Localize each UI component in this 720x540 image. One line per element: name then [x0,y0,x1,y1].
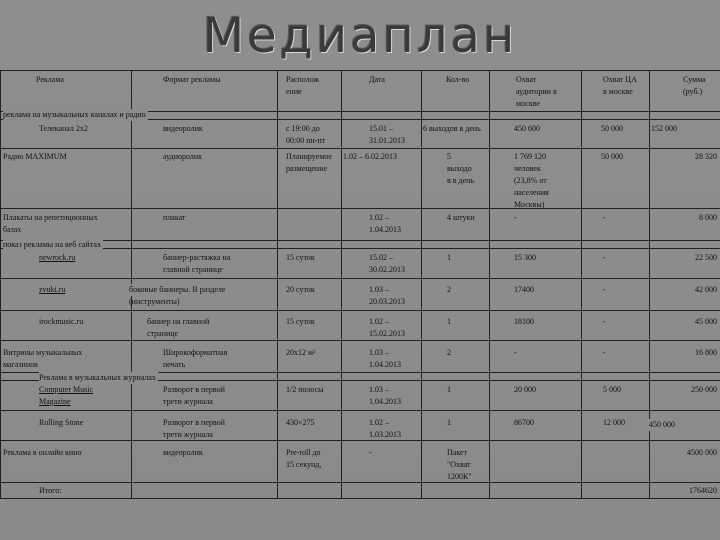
row-showcases-date: 1.04.2013 [369,360,401,369]
row-radio-reach: человек [514,164,541,173]
header-format: Формат рекламы [163,75,221,84]
row-computer-music-format: Разворот в первой [163,385,225,394]
row-divider [1,310,720,311]
row-newrock-qty: 1 [447,253,451,262]
media-plan-table [0,70,720,499]
row-posters-name: Плакаты на репетиционных [3,213,98,222]
row-tv-reach-ta: 50 000 [601,124,623,133]
row-divider [1,248,720,249]
row-rolling-stone-placement: 430×275 [286,418,315,427]
table-top-border [1,70,720,71]
row-computer-music-reach: 20 000 [514,385,536,394]
row-newrock-format: главной странице [163,265,223,274]
row-cinema-placement: 15 секунд, [286,460,322,469]
row-radio-qty: 5 [447,152,451,161]
row-rolling-stone-date: 1.03.2013 [369,430,401,439]
row-newrock-sum: 22 500 [695,253,717,262]
row-showcases-format: Широкоформатная [163,348,228,357]
row-tv-qty: 6 выходов в день [423,124,481,133]
row-zvuki-qty: 2 [447,285,451,294]
row-computer-music-link[interactable]: Magazine [39,397,71,406]
row-newrock-date: 15.02 – [369,253,393,262]
row-newrock-format: баннер-растяжка на [163,253,231,262]
row-radio-reach: 1 769 120 [514,152,546,161]
row-computer-music-date: 1.03 – [369,385,389,394]
row-irockmusic-format: странице [147,329,179,338]
row-posters-qty: 4 штуки [447,213,475,222]
header-qty: Кол-во [446,75,470,84]
row-cinema-name: Реклама в онлайн кино [3,448,82,457]
header-reach-line1: Охват [516,75,537,84]
row-tv-reach: 450 600 [514,124,540,133]
row-radio-name: Радио MAXIMUM [3,152,67,161]
row-radio-reach: населения [514,188,549,197]
section-music-tv-radio: реклама на музыкальных каналах и радио [3,110,146,119]
header-ad: Реклама [36,75,64,84]
row-rolling-stone-date: 1.02 – [369,418,389,427]
row-rolling-stone-reach-ta: 12 000 [603,418,625,427]
row-posters-reach-ta: - [603,213,606,222]
header-reach-ta-line2: в москве [603,87,633,96]
row-zvuki-reach-ta: - [603,285,606,294]
row-tv-date: 31.01.2013 [369,136,405,145]
row-computer-music-placement: 1/2 полосы [286,385,324,394]
row-cinema-sum: 4500 000 [687,448,717,457]
row-radio-reach-ta: 50 000 [601,152,623,161]
row-posters-date: 1.02 – [369,213,389,222]
row-radio-placement: Планируемое [286,152,332,161]
header-date: Дата [369,75,385,84]
row-showcases-date: 1.03 – [369,348,389,357]
row-tv-date: 15.01 – [369,124,393,133]
column-divider [341,70,342,498]
row-rolling-stone-name: Rolling Stone [39,418,84,427]
row-divider [1,410,720,411]
row-irockmusic-date: 1.02 – [369,317,389,326]
row-posters-name: базах [3,225,22,234]
row-rolling-stone-format: Разворот в первой [163,418,225,427]
row-radio-reach: (23,8% от [514,176,547,185]
row-divider [1,148,720,149]
row-newrock-date: 30.02.2013 [369,265,405,274]
row-posters-sum: 8 000 [699,213,717,222]
row-divider [1,208,720,209]
row-irockmusic-reach-ta: - [603,317,606,326]
row-showcases-sum: 16 800 [695,348,717,357]
header-sum-line1: Сумма [683,75,706,84]
row-posters-date: 1.04.2013 [369,225,401,234]
row-radio-placement: размещение [286,164,328,173]
column-divider [277,70,278,498]
row-cinema-qty: 1200К" [447,472,472,481]
row-posters-format: плакат [163,213,186,222]
row-tv-format: видеоролик [163,124,203,133]
column-divider [581,70,582,498]
row-tv-placement: 00:00 пн-пт [286,136,326,145]
page-title: Медиаплан [202,8,518,64]
section-web: показ рекламы на веб сайтах [3,240,101,249]
row-zvuki-link[interactable]: zvuki.ru [39,285,66,294]
row-showcases-name: Витрины музыкальных [3,348,83,357]
row-divider [1,340,720,341]
row-zvuki-reach: 17400 [514,285,534,294]
row-newrock-reach: 15 300 [514,253,536,262]
row-showcases-reach-ta: - [603,348,606,357]
row-radio-sum: 28 320 [695,152,717,161]
row-irockmusic-qty: 1 [447,317,451,326]
row-computer-music-qty: 1 [447,385,451,394]
row-zvuki-sum: 42 000 [695,285,717,294]
row-zvuki-placement: 20 суток [286,285,315,294]
row-divider [1,440,720,441]
row-irockmusic-name: irockmusic.ru [39,317,84,326]
header-reach-ta-line1: Охват ЦА [603,75,637,84]
row-radio-date: 1.02 – 6.02.2013 [343,152,397,161]
row-zvuki-format: боковые баннеры. В разделе [129,285,226,294]
row-divider [1,240,720,241]
row-newrock-link[interactable]: newrock.ru [39,253,76,262]
row-cinema-qty: Пакет [447,448,468,457]
row-zvuki-format: (инструменты) [129,297,180,306]
row-showcases-name: магазинов [3,360,38,369]
row-rolling-stone-qty: 1 [447,418,451,427]
row-newrock-placement: 15 суток [286,253,315,262]
header-reach-line3: москве [516,99,540,108]
row-newrock-reach-ta: - [603,253,606,262]
row-radio-qty: выходо [447,164,472,173]
section-magazines: Реклама в музыкальных журналах [39,373,156,382]
row-cinema-format: видеоролик [163,448,203,457]
row-showcases-format: печать [163,360,186,369]
header-reach-line2: аудитории в [516,87,557,96]
row-rolling-stone-format: трети журнала [163,430,213,439]
row-computer-music-reach-ta: 5 000 [603,385,621,394]
row-irockmusic-sum: 45 000 [695,317,717,326]
total-value: 1764620 [689,486,717,495]
row-radio-format: аудиоролик [163,152,203,161]
row-zvuki-date: 20.03.2013 [369,297,405,306]
row-showcases-qty: 2 [447,348,451,357]
header-placement-line1: Располож [286,75,320,84]
row-tv-name: Телеканал 2х2 [39,124,88,133]
row-posters-reach: - [514,213,517,222]
row-irockmusic-format: баннер на главной [147,317,210,326]
row-divider [1,278,720,279]
column-divider [649,70,650,498]
row-cinema-placement: Pre-roll до [286,448,321,457]
row-computer-music-format: трети журнала [163,397,213,406]
row-rolling-stone-sum: 450 000 [649,420,675,429]
row-computer-music-link[interactable]: Computer Music [39,385,93,394]
header-sum-line2: (руб.) [683,87,703,96]
row-radio-qty: в в день [447,176,475,185]
row-divider [1,482,720,483]
header-placement-line2: ение [286,87,302,96]
row-irockmusic-reach: 18100 [514,317,534,326]
row-tv-placement: с 19:00 до [286,124,320,133]
total-label: Итого: [39,486,62,495]
row-irockmusic-date: 15.02.2013 [369,329,405,338]
row-showcases-reach: - [514,348,517,357]
row-zvuki-date: 1.03 – [369,285,389,294]
row-computer-music-date: 1.04.2013 [369,397,401,406]
row-rolling-stone-reach: 86700 [514,418,534,427]
row-cinema-date: - [369,448,372,457]
row-radio-reach: Москвы) [514,200,545,209]
row-showcases-placement: 20х12 м² [286,348,316,357]
column-divider [421,70,422,498]
row-tv-sum: 152 000 [651,124,677,133]
row-cinema-qty: "Охват [447,460,471,469]
row-irockmusic-placement: 15 суток [286,317,315,326]
column-divider [489,70,490,498]
row-computer-music-sum: 250 000 [691,385,717,394]
